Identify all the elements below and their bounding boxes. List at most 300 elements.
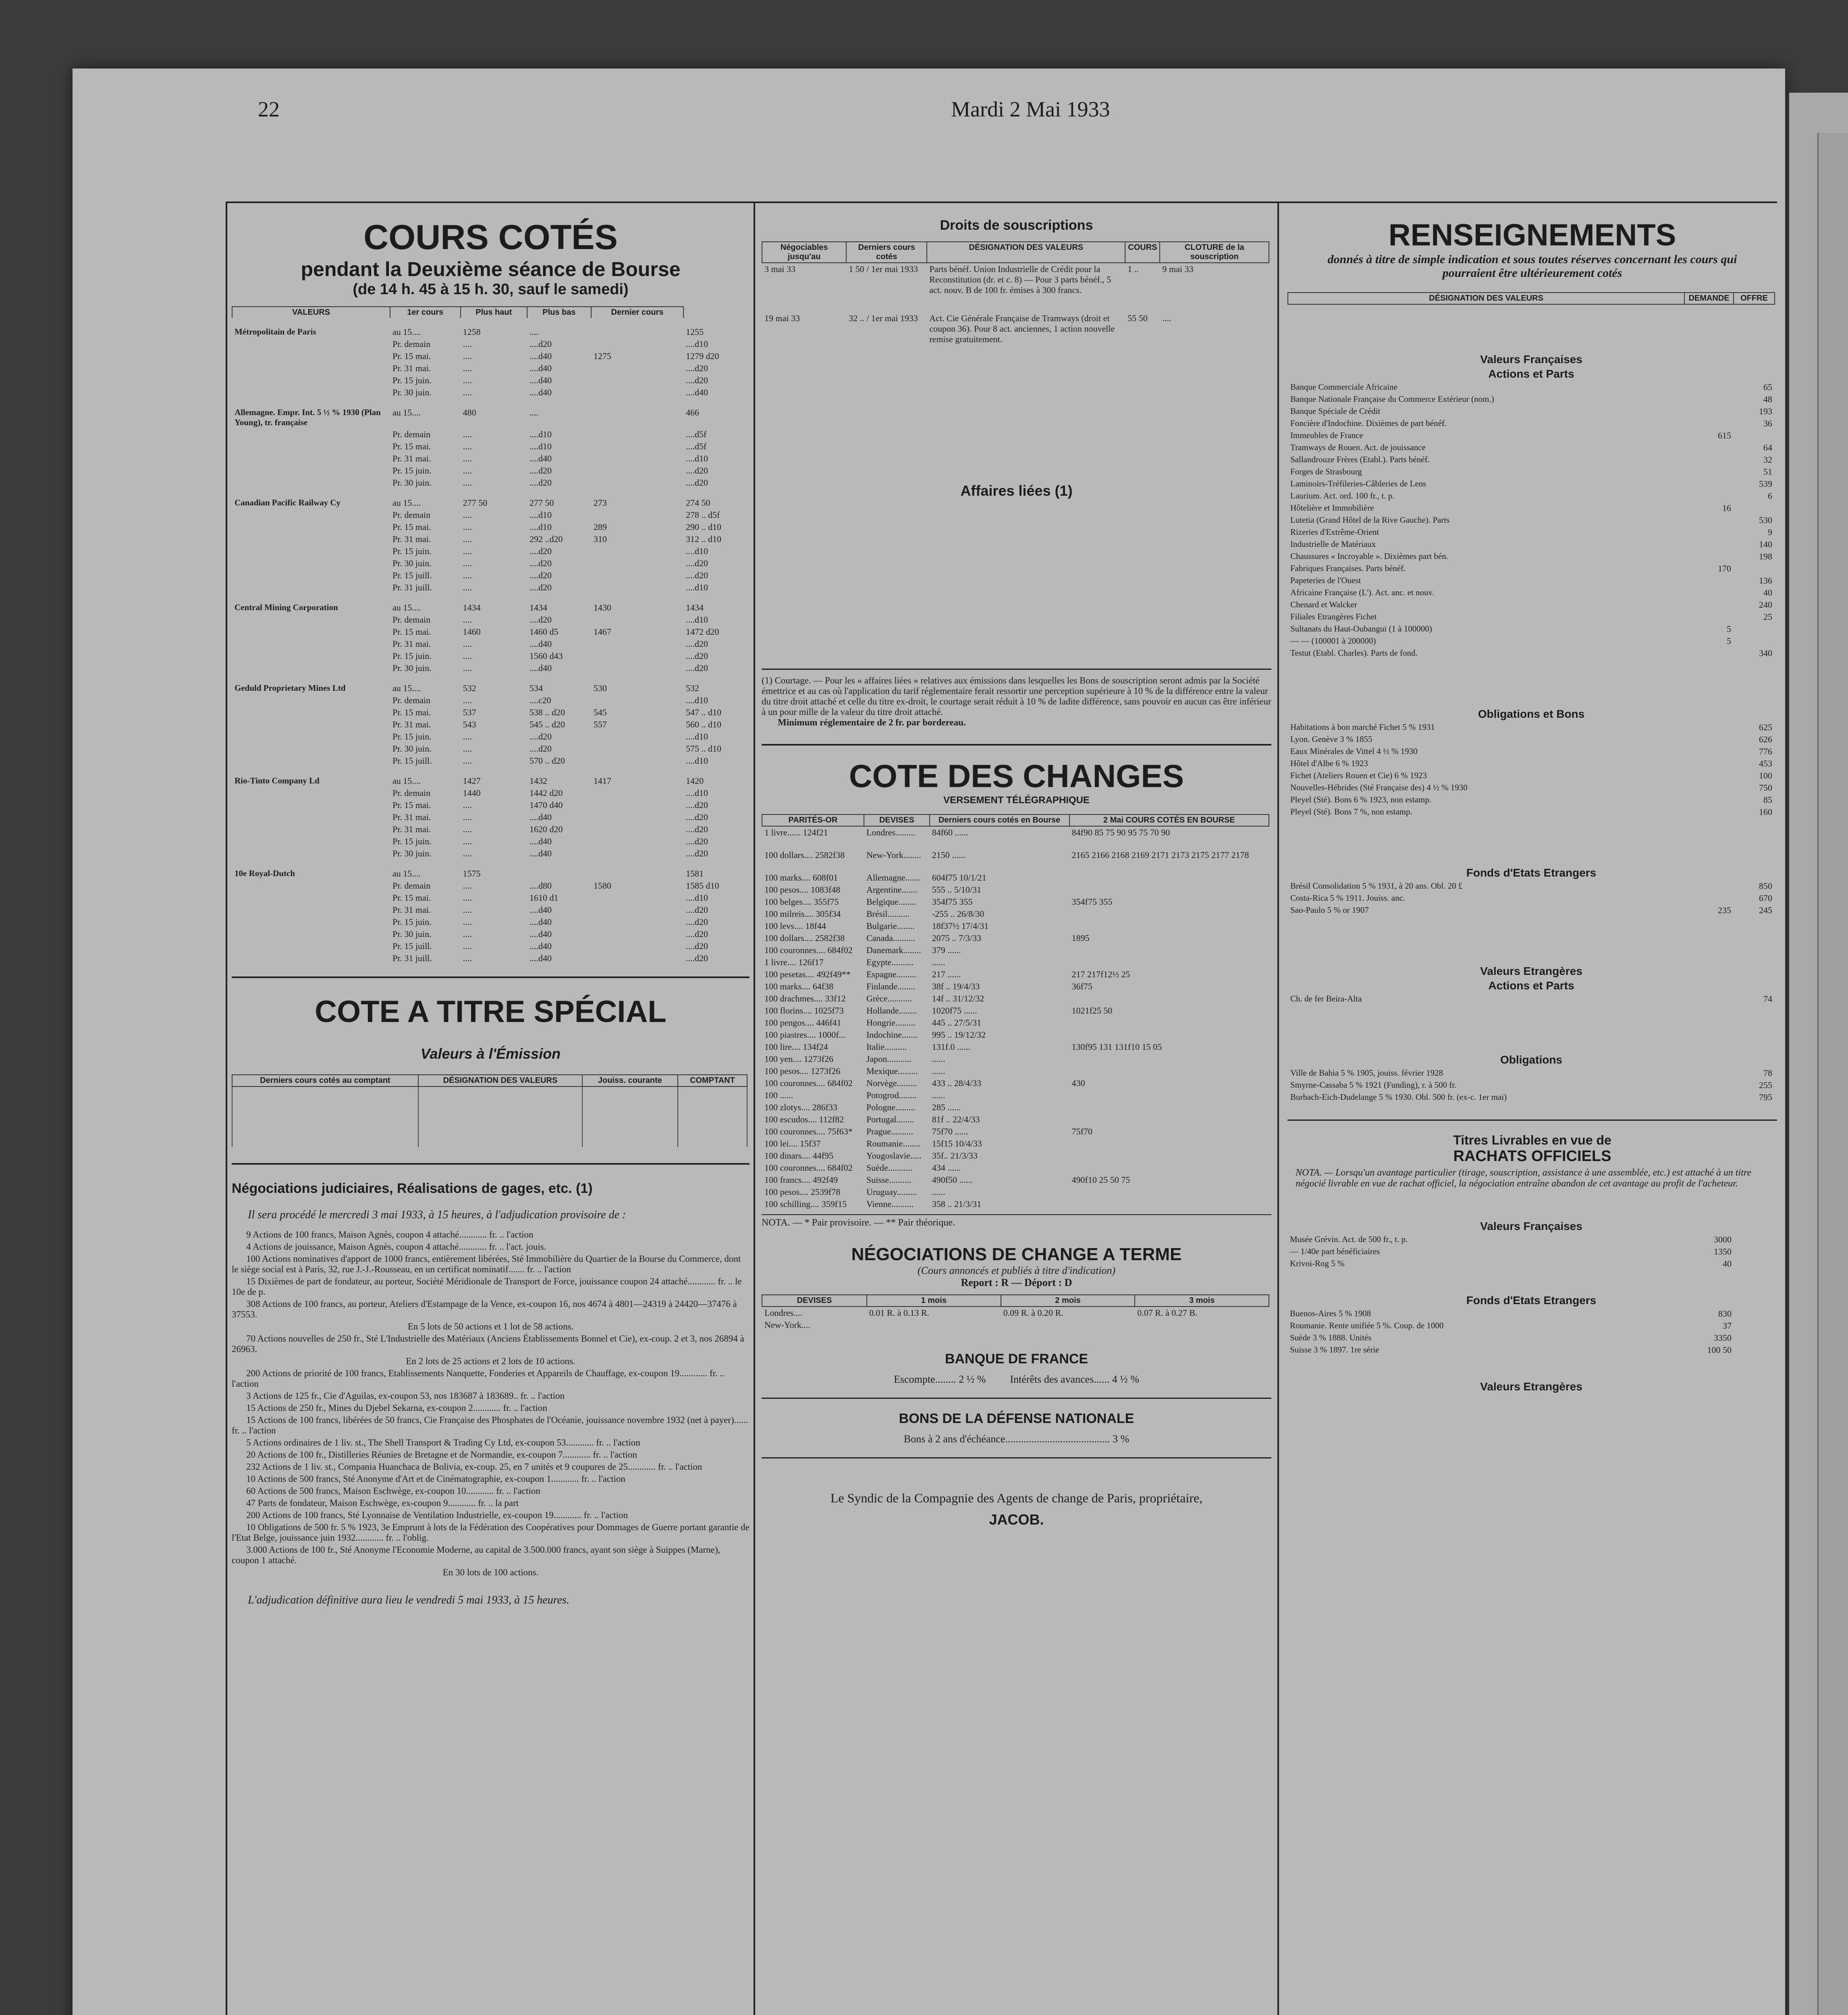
valeur-name: Suisse 3 % 1897. 1re série [1290,1345,1379,1354]
table-row [1288,904,1775,916]
cours-value [591,614,683,626]
terme-column-header: 2 mois [1001,1295,1135,1307]
cours-value: 480 [463,407,476,418]
cours-value: 310 [593,534,607,544]
cours-value [591,477,683,493]
table-row [762,1319,1269,1331]
negociations-list [232,1230,750,1578]
parite-or: 100 francs.... 492f49 [764,1175,838,1185]
table-row [232,731,748,743]
echeance: Pr. 15 juin. [392,651,432,661]
cours-du-jour [1069,908,1269,920]
section-title-row [1288,1005,1775,1067]
valeur-name: Musée Grévin. Act. de 500 fr., t. p. [1290,1234,1408,1244]
cours-value: ....d20 [685,375,708,385]
valeur-name [232,428,390,440]
echeance: Pr. 15 juin. [392,731,432,742]
table-row [232,811,748,823]
parite-or: 100 escudos.... 112f82 [764,1114,844,1124]
cours-value: 1472 d20 [685,627,719,637]
valeur-name: Industrielle de Matériaux [1290,539,1376,549]
offre-value: 670 [1759,893,1772,903]
table-row [232,952,748,964]
valeur-name [232,338,390,350]
devise: Yougoslavie..... [866,1151,922,1161]
cours-value: 273 [593,498,607,508]
renseignements-table [1287,292,1775,1103]
parite-or: 100 florins.... 1025f73 [764,1005,844,1016]
droits-cell: Parts bénéf. Union Industrielle de Crédit pour la Reconstitution (dr. et c. 8) — Pour 3 parts bénéf., 5 act. nouv. B de 100 fr. émises à 300 francs. [929,264,1111,295]
parite-or: 100 levs.... 18f44 [764,921,826,931]
section-rule [232,1163,750,1165]
cours-value: ....d10 [685,453,708,463]
cours-value: ....c20 [529,695,551,705]
valeur-name [232,509,390,521]
offre-value [1734,1332,1775,1344]
cours-value [591,650,683,662]
offre-value [1734,1246,1775,1258]
dernier-cours: 995 .. 19/12/32 [932,1030,986,1040]
cours-value: 1580 [593,881,611,891]
changes-title: COTE DES CHANGES [849,758,1184,794]
table-row [232,545,748,557]
cours-value: ....d20 [685,800,708,810]
dernier-cours: 15f15 10/4/33 [932,1138,982,1149]
offre-value [1734,1234,1775,1246]
parite-or: 100 marks.... 608f01 [764,872,838,883]
section-title: Obligations [1500,1053,1562,1066]
cours-value: .... [463,615,472,625]
valeur-name [232,362,390,374]
affaires-liees: Affaires liées (1) [960,482,1073,499]
echeance: Pr. 31 mai. [392,363,431,373]
cours-du-jour [1069,1053,1269,1065]
cours-value: 1470 d40 [529,800,563,810]
parite-or: 100 piastres.... 1000f... [764,1030,846,1040]
valeur-name [232,638,390,650]
changes-column-header: Derniers cours cotés en Bourse [930,814,1069,826]
echeance: Pr. 15 mai. [392,800,431,810]
valeur-name [232,940,390,952]
cours-du-jour [1069,1029,1269,1041]
droits-cell: 1 50 / 1er mai 1933 [849,264,918,274]
dernier-cours: 35f.. 21/3/33 [932,1151,978,1161]
dernier-cours: 14f .. 31/12/32 [932,993,984,1003]
cours-value: 466 [685,407,699,418]
valeur-name [232,557,390,569]
cours-value: ....d20 [685,558,708,568]
cours-value: ....d20 [529,744,552,754]
changes-column-header: PARITÉS-OR [762,814,864,826]
section-title: Fonds d'Etats Etrangers [1466,866,1597,879]
changes-subtitle: VERSEMENT TÉLÉGRAPHIQUE [943,795,1090,806]
renseignements-title: RENSEIGNEMENTS [1388,218,1676,252]
offre-value: 74 [1763,994,1772,1004]
valeur-name: Hôtel d'Albe 6 % 1923 [1290,758,1368,768]
devise: Argentine....... [866,885,918,895]
parite-or: 1 livre.... 126f17 [764,957,824,967]
table-row [762,1065,1269,1077]
cours-value: ....d20 [529,582,552,592]
section-title: Obligations et Bons [1478,708,1585,720]
dernier-cours: 604f75 10/1/21 [932,872,986,883]
cours-value: .... [463,848,472,858]
parite-or: 100 couronnes.... 75f63* [764,1126,853,1136]
table-row [232,678,748,694]
offre-value: 65 [1763,382,1772,392]
offre-value: 539 [1759,479,1772,489]
valeur-name: Pleyel (Sté). Bons 7 %, non estamp. [1290,807,1412,816]
cours-du-jour: 36f75 [1071,981,1092,991]
cours-value [591,545,683,557]
dernier-cours: 354f75 355 [932,897,973,907]
parite-or: 100 dollars.... 2582f38 [764,933,845,943]
table-row [232,771,748,787]
dernier-cours: 1020f75 ...... [932,1005,977,1016]
demande-value [1684,454,1734,466]
table-row [232,582,748,598]
cours-value [527,864,591,880]
echeance: Pr. 30 juin. [392,387,432,397]
cours-value: 1610 d1 [529,893,559,903]
section-title-row [1287,1356,1775,1394]
droits-cell: 19 mai 33 [764,313,800,323]
cours-value: 538 .. d20 [529,707,565,717]
cours-cotes-table [232,306,748,964]
cours-value: ....d40 [529,848,552,858]
valeur-name [232,662,390,678]
cours-value: .... [463,663,472,673]
cours-value: 532 [463,683,476,693]
offre-value: 795 [1759,1092,1772,1102]
droits-column-header: COURS [1125,242,1160,263]
banque-france-title: BANQUE DE FRANCE [945,1351,1088,1367]
offre-value [1734,635,1775,647]
cours-value: ....d10 [685,893,708,903]
cours-value [591,928,683,940]
valeur-name: Banque Commerciale Africaine [1290,382,1397,392]
table-row [232,638,748,650]
demande-value: 170 [1718,563,1731,573]
section-title-row [1288,304,1775,367]
negociation-item: 308 Actions de 100 francs, au porteur, Ateliers d'Estampage de la Vence, ex-coupon 16, nos 4674 à 4801—24319 à 24420—37476 à 37553. [232,1299,737,1319]
valeur-name [232,374,390,386]
cours-value: ....d20 [685,663,708,673]
valeur-name: Central Mining Corporation [235,602,338,612]
table-row [762,993,1269,1005]
droits-table [762,241,1269,361]
courtage-minimum: Minimum réglementaire de 2 fr. par bordereau. [778,717,966,727]
table-row [1288,502,1775,514]
table-row [1288,794,1775,806]
devise: Uruguay......... [866,1187,917,1197]
dernier-cours: 18f37½ 17/4/31 [932,921,989,931]
table-row [232,719,748,731]
cours-du-jour [1069,866,1269,884]
cours-value: 1560 d43 [529,651,563,661]
cours-column-header: 1er cours [390,307,461,322]
cours-value: ....d20 [529,465,552,476]
cours-du-jour [1069,1017,1269,1029]
droits-cell: 3 mai 33 [764,264,795,274]
section-title: Valeurs Françaises [1480,353,1582,366]
cours-value: ....d20 [685,363,708,373]
parite-or: 100 drachmes.... 33f12 [764,993,846,1003]
cours-du-jour: 1895 [1071,933,1090,943]
valeur-name: Eaux Minérales de Vittel 4 ½ % 1930 [1290,746,1418,756]
cours-value [591,338,683,350]
valeur-name [232,477,390,493]
table-row [1288,393,1775,405]
echeance: Pr. 15 mai. [392,522,431,532]
parite-or: 100 marks.... 64f38 [764,981,834,991]
section-rule [762,1457,1271,1458]
demande-value [1684,794,1734,806]
dernier-cours: -255 .. 26/8/30 [932,909,984,919]
echeance: Pr. 15 juin. [392,917,432,927]
cours-value: ....d20 [685,836,708,846]
echeance: au 15.... [392,868,421,879]
demande-value: 37 [1723,1321,1732,1331]
table-row [1288,454,1775,466]
valeur-name: — — (100001 à 200000) [1290,636,1376,646]
terme-column-header: 1 mois [867,1295,1001,1307]
demande-value: 16 [1722,503,1731,513]
demande-value [1684,1091,1734,1103]
droits-cell: Act. Cie Générale Française de Tramways (droit et coupon 36). Pour 8 act. anciennes, 1 action nouvelle remise gratuitement. [929,313,1115,344]
cours-value: ....d10 [685,582,708,592]
titre-special-header: Derniers cours cotés au comptant [232,1075,418,1086]
demande-value: 3000 [1714,1234,1732,1244]
valeur-name [232,545,390,557]
echeance: au 15.... [392,602,421,613]
demande-value: 5 [1727,624,1731,634]
cours-value: ....d40 [529,812,552,822]
section-subtitle: Actions et Parts [1488,368,1574,380]
demande-value: 100 50 [1707,1345,1732,1355]
cours-value: .... [463,441,472,451]
table-row [232,864,748,880]
offre-value: 140 [1759,539,1772,549]
demande-value: 1350 [1714,1246,1732,1257]
cours-value: ....d20 [685,824,708,834]
cours-value: .... [463,905,472,915]
devise: Mexique......... [866,1066,918,1076]
table-row [1288,647,1775,659]
cours-value [591,403,683,428]
valeur-name: Suède 3 % 1888. Unités [1290,1333,1372,1342]
demande-value: 235 [1718,905,1731,915]
valeur-name [232,453,390,465]
offre-value: 51 [1763,467,1772,477]
cours-du-jour: 84f90 85 75 90 95 75 70 90 [1071,827,1170,837]
droits-column-header: CLOTURE de la souscription [1160,242,1269,263]
echeance: Pr. 30 juin. [392,929,432,939]
terme-cell: 0.01 R. à 0.13 R. [869,1308,930,1318]
table-row [1288,430,1775,442]
cours-value [591,731,683,743]
parite-or: 100 couronnes.... 684f02 [764,1163,853,1173]
devise: Bulgarie........ [866,921,915,931]
cours-value: ....d20 [685,929,708,939]
table-row [232,374,748,386]
valeur-name [232,848,390,864]
demande-value [1684,514,1734,526]
cours-value [591,582,683,598]
table-row [1288,418,1775,430]
cours-value: ....d40 [529,639,552,649]
table-row [762,1162,1269,1174]
negociation-item: 3 Actions de 125 fr., Cie d'Aguilas, ex-coupon 53, nos 183687 à 183689.. fr. .. l'action [246,1391,565,1401]
cours-value: .... [463,929,472,939]
valeur-name: Roumanie. Rente unifiée 5 %. Coup. de 1000 [1290,1321,1444,1330]
echeance: Pr. 31 mai. [392,812,431,822]
cours-value [591,916,683,928]
table-row [232,453,748,465]
section-title-row [1287,1270,1775,1308]
cours-value: .... [463,651,472,661]
valeur-name: Sallandrouze Frères (Etabl.). Parts bénéf. [1290,455,1430,464]
valeur-name: Papeteries de l'Ouest [1290,575,1361,585]
negociation-item: En 2 lots de 25 actions et 2 lots de 10 actions. [406,1356,575,1366]
dernier-cours: 434 ...... [932,1163,961,1173]
droits-cell: 1 .. [1127,264,1139,274]
parite-or: 100 pesos.... 1083f48 [764,885,841,895]
cours-value: ....d10 [685,731,708,742]
terme-sub2: Report : R — Déport : D [961,1277,1072,1288]
table-row [232,350,748,362]
cours-value: .... [529,407,538,418]
echeance: Pr. 15 juin. [392,836,432,846]
cours-value: ....d40 [685,387,708,397]
emission-subtitle: Valeurs à l'Émission [420,1045,561,1062]
cours-du-jour [1069,1065,1269,1077]
echeance: Pr. 30 juin. [392,848,432,858]
droits-cell: 55 50 [1127,313,1148,323]
cours-value: 1279 d20 [685,351,719,361]
cours-value: .... [463,800,472,810]
bons-defense-title: BONS DE LA DÉFENSE NATIONALE [899,1411,1134,1426]
table-row [1287,1246,1775,1258]
table-row [1288,880,1775,892]
devise: Potogrod........ [866,1090,917,1100]
cours-value: ....d10 [685,695,708,705]
devise: Japon........... [866,1054,912,1064]
echeance: Pr. demain [392,339,431,349]
negociations-intro: Il sera procédé le mercredi 3 mai 1933, à 15 heures, à l'adjudication provisoire de : [248,1209,626,1221]
dernier-cours: ...... [932,1090,945,1100]
titre-special-header: DÉSIGNATION DES VALEURS [418,1075,582,1086]
echeance: Pr. demain [392,881,431,891]
imprint-line1: Le Syndic de la Compagnie des Agents de change de Paris, propriétaire, [830,1491,1203,1505]
negociation-item: 5 Actions ordinaires de 1 liv. st., The Shell Transport & Trading Cy Ltd, ex-coupon 53............ fr. .. l'action [246,1438,640,1448]
demande-value [1684,1067,1734,1079]
table-row [762,884,1269,896]
cours-value: ....d40 [529,836,552,846]
negociation-item: 10 Obligations de 500 fr. 5 % 1923, 3e Emprunt à lots de la Fédération des Coopératives pour Dommages de Guerre portant garantie de l'Etat Belge, jouissance juin 1932............ fr. .. l'oblig. [232,1522,750,1543]
cours-value [591,755,683,771]
cours-value: 1581 [685,868,704,879]
cours-cotes-title: COURS COTÉS [363,218,618,257]
titre-special-title: COTE A TITRE SPÉCIAL [315,995,667,1029]
cours-value: ....d20 [685,651,708,661]
dernier-cours: 75f70 ...... [932,1126,968,1136]
parite-or: 100 pesetas.... 492f49** [764,969,851,979]
cours-value: ....d40 [529,917,552,927]
devise: Suisse.......... [866,1175,912,1185]
cours-value: 274 50 [685,498,710,508]
valeur-name: Immeubles de France [1290,430,1363,440]
valeur-name: Nouvelles-Hébrides (Sté Française des) 4 ½ % 1930 [1290,783,1468,792]
dernier-cours: 555 .. 5/10/31 [932,885,981,895]
cours-value: .... [463,756,472,766]
devise: Indochine....... [866,1030,918,1040]
valeur-name [232,811,390,823]
table-row [1288,587,1775,599]
negociation-item: 10 Actions de 500 francs, Sté Anonyme d'Art et de Cinématographie, ex-coupon 1............ fr. .. l'action [246,1474,625,1484]
offre-value: 625 [1759,722,1772,732]
valeur-name [232,386,390,403]
middle-column [762,202,1271,1528]
devise: Grèce........... [866,993,912,1003]
table-row [762,1005,1269,1017]
page-number: 22 [258,97,280,121]
cours-du-jour: 1021f25 50 [1071,1005,1113,1016]
section-title: Valeurs Etrangères [1480,965,1582,977]
cours-value: ....d80 [529,881,552,891]
terme-cell: New-York.... [764,1320,810,1330]
table-row [1288,1079,1775,1091]
changes-column-header: 2 Mai COURS COTÉS EN BOURSE [1069,814,1269,826]
cours-value: 1420 [685,776,704,786]
valeur-name: Métropolitain de Paris [235,327,316,337]
section-title-row [1288,916,1775,978]
offre-value [1734,1258,1775,1270]
valeur-name [232,799,390,811]
valeur-name: Sao-Paulo 5 % or 1907 [1290,905,1369,915]
cours-value: ....d40 [529,453,552,463]
table-row [232,799,748,811]
cours-value: 560 .. d10 [685,719,721,729]
valeur-name: Fabriques Françaises. Parts bénéf. [1290,563,1406,573]
valeur-name [232,880,390,892]
cours-value [591,509,683,521]
terme-cell [1001,1319,1135,1331]
table-row [1288,746,1775,758]
table-row [232,521,748,533]
cours-value: .... [463,941,472,951]
table-row [1288,993,1775,1005]
table-row [1287,1308,1775,1320]
valeur-name: Chaussures « Incroyable ». Dixièmes part bén. [1290,551,1448,561]
table-row [1288,721,1775,733]
cours-value [591,374,683,386]
devise: Canada.......... [866,933,915,943]
valeur-name: Laminoirs-Tréfileries-Câbleries de Lens [1290,479,1426,488]
cours-value: ....d20 [685,812,708,822]
cours-value: 312 .. d10 [685,534,721,544]
valeur-name [232,904,390,916]
cours-du-jour [1069,1101,1269,1113]
negociation-item: 200 Actions de priorité de 100 francs, Etablissements Nanquette, Fonderies et Appareils de Chauffage, ex-coupon 19............ fr. .. l'action [232,1368,725,1389]
valeur-name [232,521,390,533]
table-row [1287,1258,1775,1270]
valeur-name [232,743,390,755]
cours-value: .... [463,953,472,963]
terme-sub: (Cours annoncés et publiés à titre d'indication) [917,1265,1116,1276]
cours-value: ....d20 [685,953,708,963]
offre-value: 255 [1759,1080,1772,1090]
